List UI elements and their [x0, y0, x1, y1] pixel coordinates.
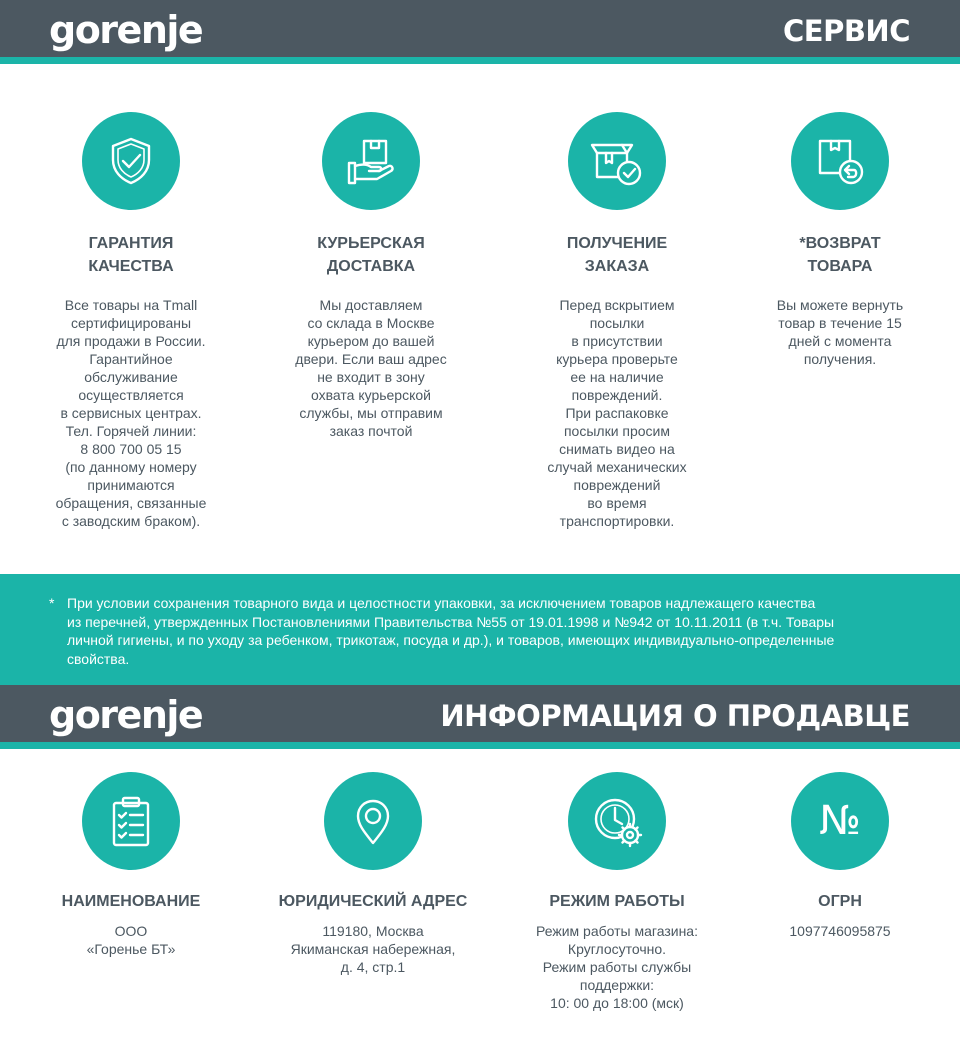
service-receipt-title: ПОЛУЧЕНИЕ ЗАКАЗА	[566, 235, 668, 275]
seller-name-title: НАИМЕНОВАНИЕ	[61, 893, 201, 910]
service-return	[739, 112, 941, 368]
service-return-title: *ВОЗВРАТ ТОВАРА	[799, 235, 881, 275]
seller-hours-title: РЕЖИМ РАБОТЫ	[549, 893, 685, 910]
seller-ogrn	[739, 772, 941, 940]
number-sign-icon	[791, 772, 889, 870]
seller-name-text: ООО «Горенье БТ»	[86, 923, 176, 957]
seller-name	[30, 772, 232, 958]
service-return-text: Вы можете вернуть товар в течение 15 дней с момента получения.	[776, 297, 904, 367]
service-warranty-title: ГАРАНТИЯ КАЧЕСТВА	[88, 235, 174, 275]
box-check-icon	[568, 112, 666, 210]
service-header	[0, 0, 960, 64]
footnote-asterisk: *	[49, 595, 55, 611]
service-warranty-text: Все товары на Tmall сертифицированы для продажи в России. Гарантийное обслуживание осуществляется в сервисных центрах. Тел. Горячей линии: 8 800 700 05 15 (по данному номеру принимаются обращения, связанные с заводским браком).	[55, 297, 207, 529]
gorenje-logo: gorenje	[49, 8, 203, 52]
seller-title: ИНФОРМАЦИЯ О ПРОДАВЦЕ	[440, 699, 910, 733]
seller-ogrn-title: ОГРН	[818, 893, 862, 910]
service-title: СЕРВИС	[782, 14, 910, 48]
service-delivery-title: КУРЬЕРСКАЯ ДОСТАВКА	[317, 235, 425, 275]
service-warranty	[30, 112, 232, 530]
clock-gear-icon	[568, 772, 666, 870]
return-conditions-note	[0, 574, 960, 685]
number-sign-glyph: №	[819, 798, 861, 844]
box-return-icon	[791, 112, 889, 210]
gorenje-logo: gorenje	[49, 693, 203, 737]
service-delivery	[270, 112, 472, 440]
clipboard-checklist-icon	[82, 772, 180, 870]
location-pin-icon	[324, 772, 422, 870]
seller-ogrn-text: 1097746095875	[789, 923, 891, 939]
shield-check-icon	[82, 112, 180, 210]
return-conditions-text: При условии сохранения товарного вида и целостности упаковки, за исключением товаров надлежащего качества из перечней, утвержденных Постановлениями Правительства №55 от 19.01.1998 и №942 от 10.11.2011 (в т.ч. Товары личной гигиены, и по уходу за ребенком, трикотаж, посуда и др.), и товаров, имеющих индивидуально-определенные свойства.	[67, 595, 835, 667]
seller-hours	[516, 772, 718, 1012]
hand-box-icon	[322, 112, 420, 210]
seller-address-text: 119180, Москва Якиманская набережная, д. 4, стр.1	[290, 923, 456, 975]
seller-address-title: ЮРИДИЧЕСКИЙ АДРЕС	[278, 893, 468, 910]
service-delivery-text: Мы доставляем со склада в Москве курьером до вашей двери. Если ваш адрес не входит в зону охвата курьерской службы, мы отправим заказ почтой	[295, 297, 447, 439]
seller-hours-text: Режим работы магазина: Круглосуточно. Режим работы службы поддержки: 10: 00 до 18:00 (мск)	[536, 923, 698, 1011]
seller-address	[270, 772, 476, 976]
service-receipt	[516, 112, 718, 530]
seller-header	[0, 685, 960, 749]
service-receipt-text: Перед вскрытием посылки в присутствии курьера проверьте ее на наличие повреждений. При распаковке посылки просим снимать видео на случай механических повреждений во время транспортировки.	[547, 297, 687, 529]
